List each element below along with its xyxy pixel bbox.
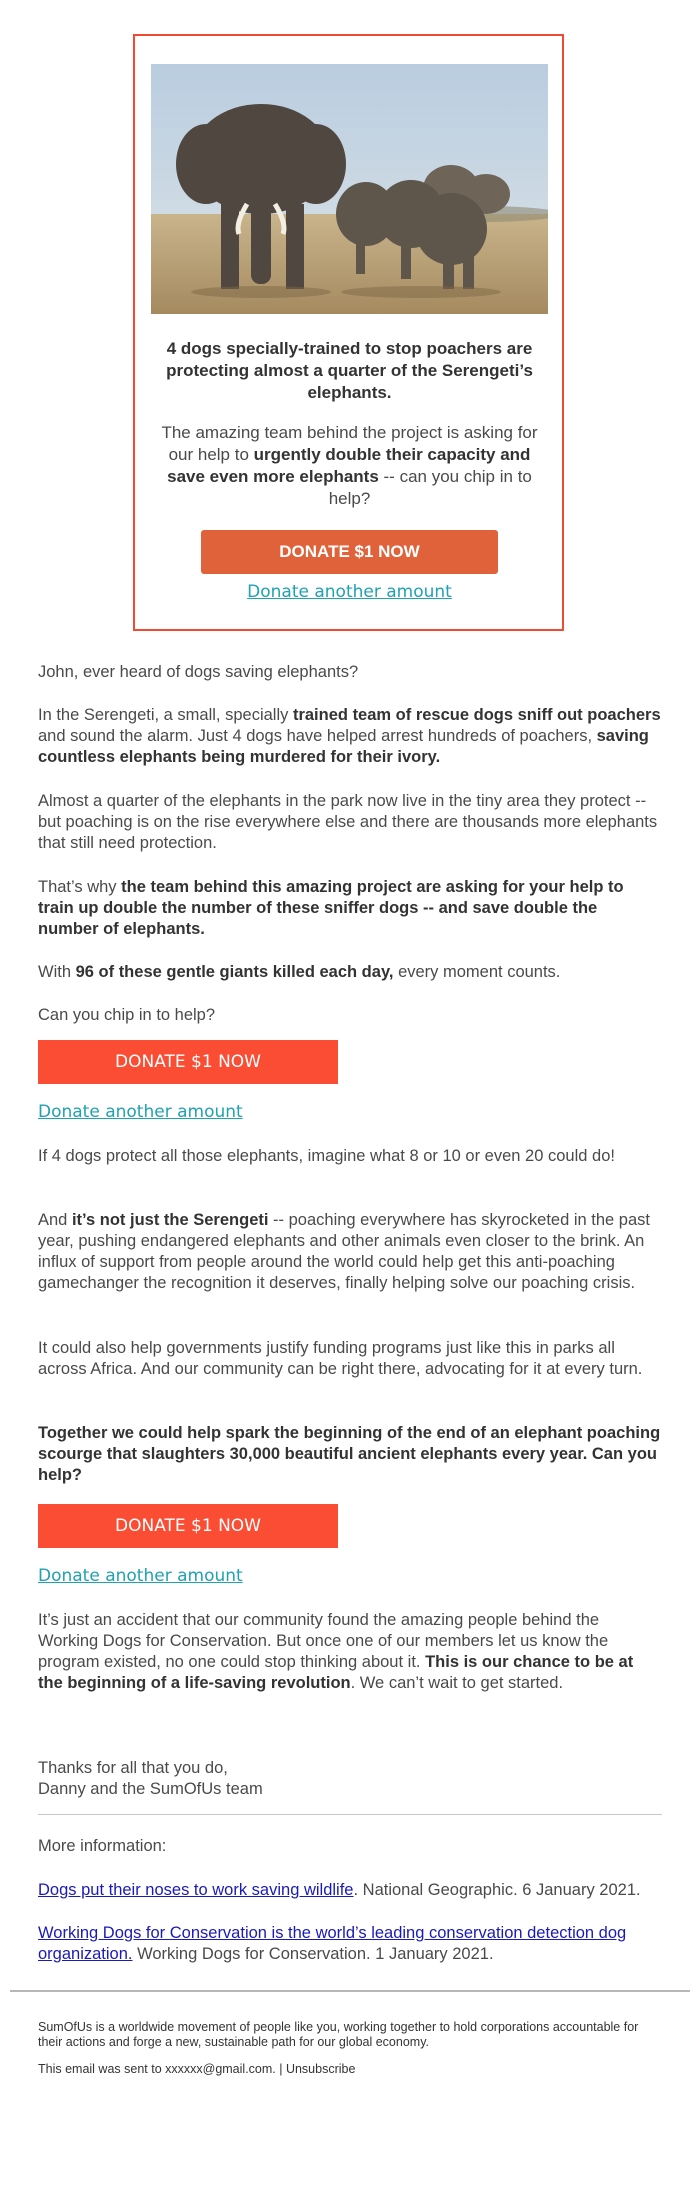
hero-body-text-end: -- can you chip in to help? [328, 467, 532, 508]
elephants-illustration [151, 64, 548, 314]
signoff-line-1: Thanks for all that you do, [38, 1759, 228, 1777]
greeting-text: John, ever heard of dogs saving elephants? [38, 663, 359, 681]
footer-sent-to [38, 2062, 662, 2077]
footer-about-text: SumOfUs is a worldwide movement of people like you, working together to hold corporations accountable for their actions and forge a new, sustainable path for our global economy. [38, 2020, 639, 2049]
p3-bold: the team behind this amazing project are asking for your help to train up double the number of these sniffer dogs -- and save double the number of elephants. [38, 878, 624, 938]
divider [38, 1814, 662, 1815]
p8-text: It could also help governments justify funding programs just like this in parks all across Africa. And our community can be right there, advocating for it at every turn. [38, 1339, 643, 1378]
reference-1-source: . National Geographic. 6 January 2021. [353, 1881, 641, 1899]
p10-text: It’s just an accident that our community found the amazing people behind the Working Dogs for Conservation. But once one of our members let us know the program existed, no one could stop thinking about it. [38, 1611, 609, 1671]
hero-donate-another-link[interactable]: Donate another amount [247, 582, 452, 602]
reference-2-source: Working Dogs for Conservation. 1 January 2021. [132, 1945, 494, 1963]
paragraph-1 [38, 705, 662, 768]
reference-2-link[interactable]: Working Dogs for Conservation is the world’s leading conservation detection dog organization. [38, 1924, 627, 1963]
signoff-line-2: Danny and the SumOfUs team [38, 1780, 263, 1798]
reference-2 [38, 1923, 662, 1965]
p4-bold: 96 of these gentle giants killed each day, [75, 963, 394, 981]
p1-bold-1: trained team of rescue dogs sniff out poachers [292, 706, 661, 724]
p10-bold: This is our chance to be at the beginning of a life-saving revolution [38, 1653, 634, 1692]
signoff [38, 1758, 662, 1800]
footer-sent-to-text[interactable]: This email was sent to xxxxxx@gmail.com. | Unsubscribe [38, 2062, 356, 2076]
paragraph-10 [38, 1610, 662, 1694]
donate-another-link-1[interactable]: Donate another amount [38, 1102, 243, 1122]
p1-text: In the Serengeti, a small, specially [38, 706, 293, 724]
references-heading [38, 1836, 662, 1857]
p7-text: And [38, 1211, 72, 1229]
hero-callout-box [133, 34, 564, 631]
footer-divider [10, 1990, 690, 1992]
donate-button-1[interactable]: DONATE $1 NOW [38, 1040, 338, 1084]
references-heading-text: More information: [38, 1837, 167, 1855]
paragraph-6 [38, 1146, 662, 1167]
p1-bold-2: saving countless elephants being murdered for their ivory. [38, 727, 649, 766]
hero-body-emphasis: urgently double their capacity and save even more elephants [167, 445, 531, 486]
p9-bold: Together we could help spark the beginning of the end of an elephant poaching scourge that slaughters 30,000 beautiful ancient elephants every year. Can you help? [38, 1424, 661, 1484]
paragraph-3 [38, 877, 662, 940]
p7-text-2: -- poaching everywhere has skyrocketed in the past year, pushing endangered elephants and other animals even closer to the brink. An influx of support from people around the world could help get this anti-poaching gamechanger the recognition it deserves, finally helping solve our poaching crisis. [38, 1211, 650, 1292]
reference-1-link[interactable]: Dogs put their noses to work saving wildlife [38, 1881, 354, 1899]
reference-1 [38, 1880, 662, 1901]
hero-body [151, 422, 548, 510]
p7-bold: it’s not just the Serengeti [71, 1211, 269, 1229]
paragraph-4 [38, 962, 662, 983]
p1-text-2: and sound the alarm. Just 4 dogs have helped arrest hundreds of poachers, [38, 727, 597, 745]
elephants-photo [151, 64, 548, 314]
footer-about [38, 2020, 662, 2050]
paragraph-9 [38, 1423, 662, 1486]
paragraph-2 [38, 791, 662, 854]
hero-body-text: The amazing team behind the project is asking for our help to [161, 423, 538, 464]
paragraph-8 [38, 1338, 662, 1380]
hero-donate-button[interactable]: DONATE $1 NOW [201, 530, 498, 574]
p6-text: If 4 dogs protect all those elephants, imagine what 8 or 10 or even 20 could do! [38, 1147, 615, 1165]
p4-text: With [38, 963, 76, 981]
p10-text-2: . We can’t wait to get started. [350, 1674, 564, 1692]
hero-headline: 4 dogs specially-trained to stop poachers are protecting almost a quarter of the Serengeti’s elephants. [166, 339, 533, 402]
paragraph-5 [38, 1005, 662, 1026]
donate-button-2[interactable]: DONATE $1 NOW [38, 1504, 338, 1548]
paragraph-7 [38, 1210, 662, 1294]
p3-text: That’s why [38, 878, 122, 896]
p2-text: Almost a quarter of the elephants in the park now live in the tiny area they protect -- but poaching is on the rise everywhere else and there are thousands more elephants that still need protection. [38, 792, 658, 852]
donate-another-link-2[interactable]: Donate another amount [38, 1566, 243, 1586]
p5-text: Can you chip in to help? [38, 1006, 216, 1024]
p4-text-2: every moment counts. [393, 963, 561, 981]
greeting [38, 662, 662, 683]
